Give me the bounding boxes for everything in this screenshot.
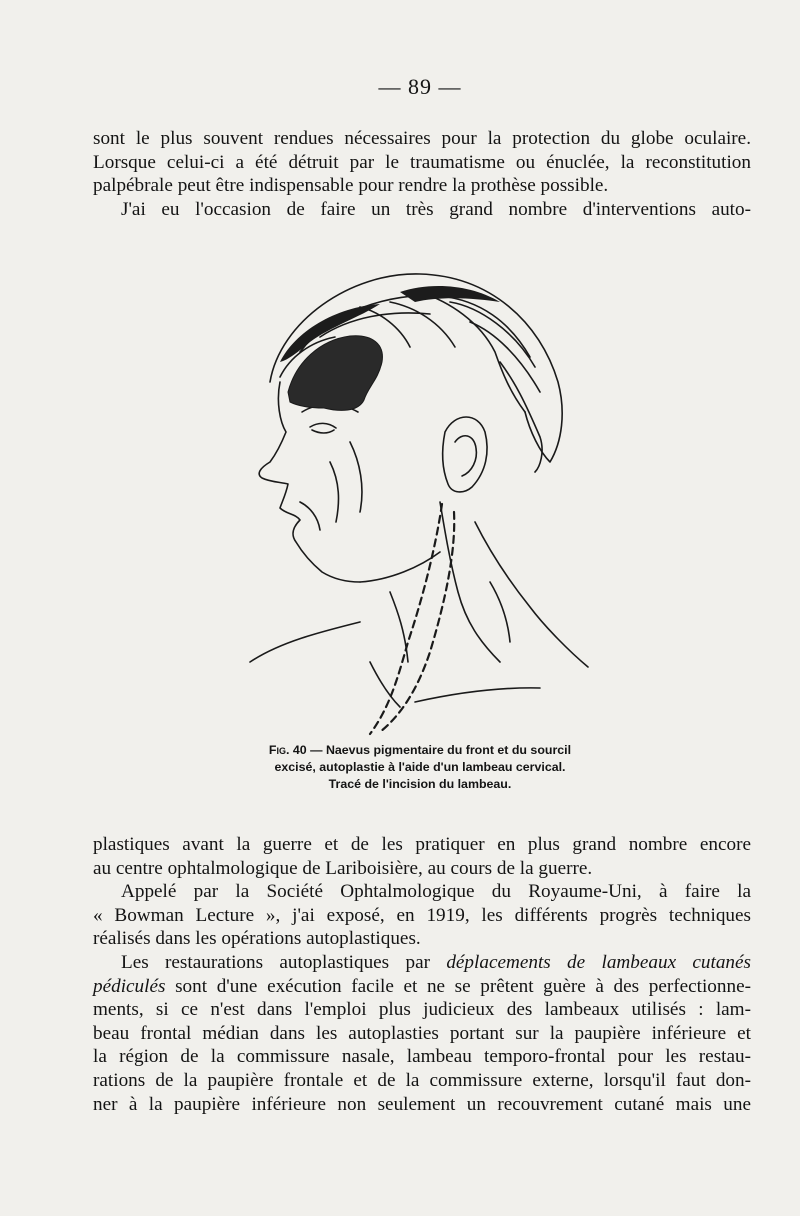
text-line: Appelé par la Société Ophtalmologique du Royaume-Uni, à faire la bbox=[121, 881, 751, 903]
text-line: sont le plus souvent rendues nécessaires pour la protection du globe oculaire. bbox=[93, 128, 751, 149]
text-line: ments, si ce n'est dans l'emploi plus judicieux des lambeaux utilisés : lam- bbox=[93, 999, 751, 1021]
text-line: la région de la commissure nasale, lambeau temporo-frontal pour les restau- bbox=[93, 1046, 751, 1068]
text-line: au centre ophtalmologique de Lariboisière, au cours de la guerre. bbox=[93, 857, 593, 879]
figure-caption bbox=[190, 742, 650, 793]
text-line: rations de la paupière frontale et de la commissure externe, lorsqu'il faut don- bbox=[93, 1069, 751, 1091]
caption-line: Tracé de l'incision du lambeau. bbox=[328, 777, 512, 791]
page-number: — 89 — bbox=[378, 74, 462, 99]
text-line: beau frontal médian dans les autoplasties portant sur la paupière inférieure et bbox=[93, 1022, 751, 1044]
paragraph-bottom bbox=[93, 833, 751, 1116]
caption-line: Naevus pigmentaire du front et du sourcil bbox=[325, 743, 572, 757]
text-line: « Bowman Lecture », j'ai exposé, en 1919, les différents progrès techniques bbox=[93, 904, 751, 926]
caption-line: excisé, autoplastie à l'aide d'un lambeau cervical. bbox=[274, 760, 566, 774]
text-line: réalisés dans les opérations autoplastiques. bbox=[93, 928, 421, 950]
text-line: J'ai eu l'occasion de faire un très grand nombre d'interventions auto- bbox=[121, 198, 751, 220]
text-line: ner à la paupière inférieure non seulement un recouvrement cutané mais une bbox=[93, 1093, 751, 1115]
text-line bbox=[93, 951, 751, 975]
text-line: plastiques avant la guerre et de les pratiquer en plus grand nombre encore bbox=[93, 834, 751, 855]
figure-label: Fig. 40 — bbox=[268, 743, 323, 757]
text-fragment: sont d'une exécution facile et ne se prêtent guère à des perfectionne- bbox=[175, 975, 751, 997]
profile-illustration bbox=[240, 262, 610, 742]
text-line: Lorsque celui-ci a été détruit par le traumatisme ou énuclée, la reconstitution bbox=[93, 151, 751, 173]
text-line bbox=[93, 975, 751, 999]
paragraph-top bbox=[93, 127, 751, 221]
italic-text: déplacements de lambeaux cutanés bbox=[446, 951, 752, 973]
text-line: palpébrale peut être indispensable pour rendre la prothèse possible. bbox=[93, 175, 609, 197]
italic-text: pédiculés bbox=[93, 975, 166, 997]
figure-head-profile bbox=[240, 262, 610, 742]
text-fragment: Les restaurations autoplastiques par bbox=[121, 951, 430, 973]
